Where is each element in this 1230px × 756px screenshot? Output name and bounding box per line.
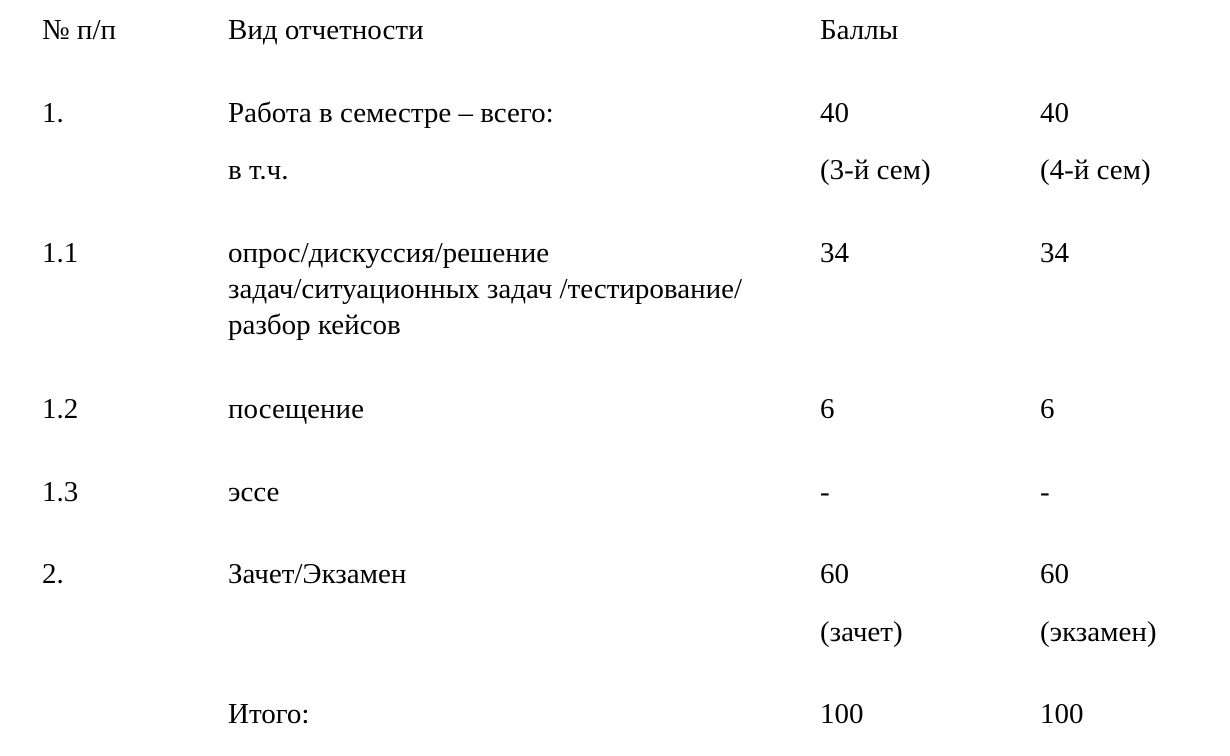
row-report-type: посещение [228,393,364,425]
row-report-type: эссе [228,476,280,508]
row-number: 1.2 [42,393,79,425]
row-points-sem4: (экзамен) [1040,616,1157,648]
row-points-sem4: - [1040,476,1050,508]
row-points-sem4: 40 [1040,97,1069,129]
row-report-type: Работа в семестре – всего: [228,97,554,129]
row-report-type [228,235,818,343]
row-points-sem3: 34 [820,237,849,269]
row-points-sem3: 40 [820,97,849,129]
row-points-sem3: 60 [820,558,849,590]
total-label: Итого: [228,698,310,730]
row-number: 1.3 [42,476,79,508]
report-type-line: опрос/дискуссия/решение [228,237,550,269]
row-points-sem4: (4-й сем) [1040,154,1151,186]
report-type-line: разбор кейсов [228,309,401,341]
row-points-sem4: 60 [1040,558,1069,590]
header-points: Баллы [820,14,899,46]
total-points-sem3: 100 [820,698,864,730]
row-report-type: Зачет/Экзамен [228,558,407,590]
row-points-sem4: 6 [1040,393,1055,425]
report-type-line: задач/ситуационных задач /тестирование/ [228,273,743,305]
row-number: 1. [42,97,64,129]
row-points-sem3: (зачет) [820,616,903,648]
row-number: 2. [42,558,64,590]
row-points-sem3: - [820,476,830,508]
row-report-type: в т.ч. [228,154,289,186]
row-number: 1.1 [42,237,79,269]
total-points-sem4: 100 [1040,698,1084,730]
row-points-sem3: (3-й сем) [820,154,931,186]
header-number: № п/п [42,14,117,46]
row-points-sem3: 6 [820,393,835,425]
header-report-type: Вид отчетности [228,14,424,46]
row-points-sem4: 34 [1040,237,1069,269]
